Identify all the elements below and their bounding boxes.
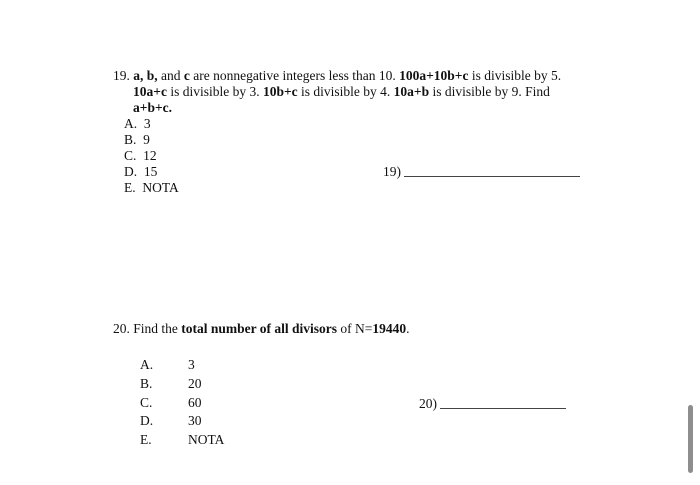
q19-option-d[interactable]: D. 15	[124, 164, 158, 179]
text-run: is divisible by 3.	[166, 84, 263, 99]
q20-option-a[interactable]: A. 3	[140, 357, 195, 372]
q19-line-3: a+b+c.	[133, 100, 173, 115]
text-run: 19440	[372, 321, 407, 336]
q20-option-c[interactable]: C. 60	[140, 395, 202, 410]
q19-option-c[interactable]: C. 12	[124, 148, 157, 163]
text-run: 20. Find the	[113, 321, 182, 336]
text-run: 19.	[113, 68, 134, 83]
text-run: 100a+10b+c	[399, 68, 469, 83]
text-run: a, b,	[133, 68, 158, 83]
text-run: and	[157, 68, 184, 83]
q20-answer-label: 20)	[419, 396, 437, 411]
text-run: c	[183, 68, 190, 83]
text-run: 10a+c	[133, 84, 167, 99]
q19-option-e[interactable]: E. NOTA	[124, 180, 179, 195]
q20-option-b[interactable]: B. 20	[140, 376, 202, 391]
q20-answer-blank[interactable]	[440, 408, 566, 409]
text-run: 10a+b	[393, 84, 430, 99]
text-run: is divisible by 4.	[297, 84, 394, 99]
q20-line-1	[113, 321, 410, 337]
q19-answer-label: 19)	[383, 164, 401, 179]
q20-option-d[interactable]: D. 30	[140, 413, 202, 428]
q19-option-a[interactable]: A. 3	[124, 116, 151, 131]
scrollbar-thumb[interactable]	[688, 405, 693, 473]
text-run: .	[406, 321, 410, 336]
text-run: are nonnegative integers less than 10.	[189, 68, 400, 83]
text-run: is divisible by 5.	[468, 68, 562, 83]
text-run: 10b+c	[262, 84, 298, 99]
text-run: is divisible by 9. Find	[429, 84, 550, 99]
text-run: of N=	[337, 321, 373, 336]
text-run: total number of all divisors	[181, 321, 338, 336]
q19-answer-blank[interactable]	[404, 176, 580, 177]
q19-line-1	[113, 68, 561, 84]
q20-option-e[interactable]: E. NOTA	[140, 432, 225, 447]
q19-line-2	[133, 84, 550, 100]
q19-option-b[interactable]: B. 9	[124, 132, 150, 147]
